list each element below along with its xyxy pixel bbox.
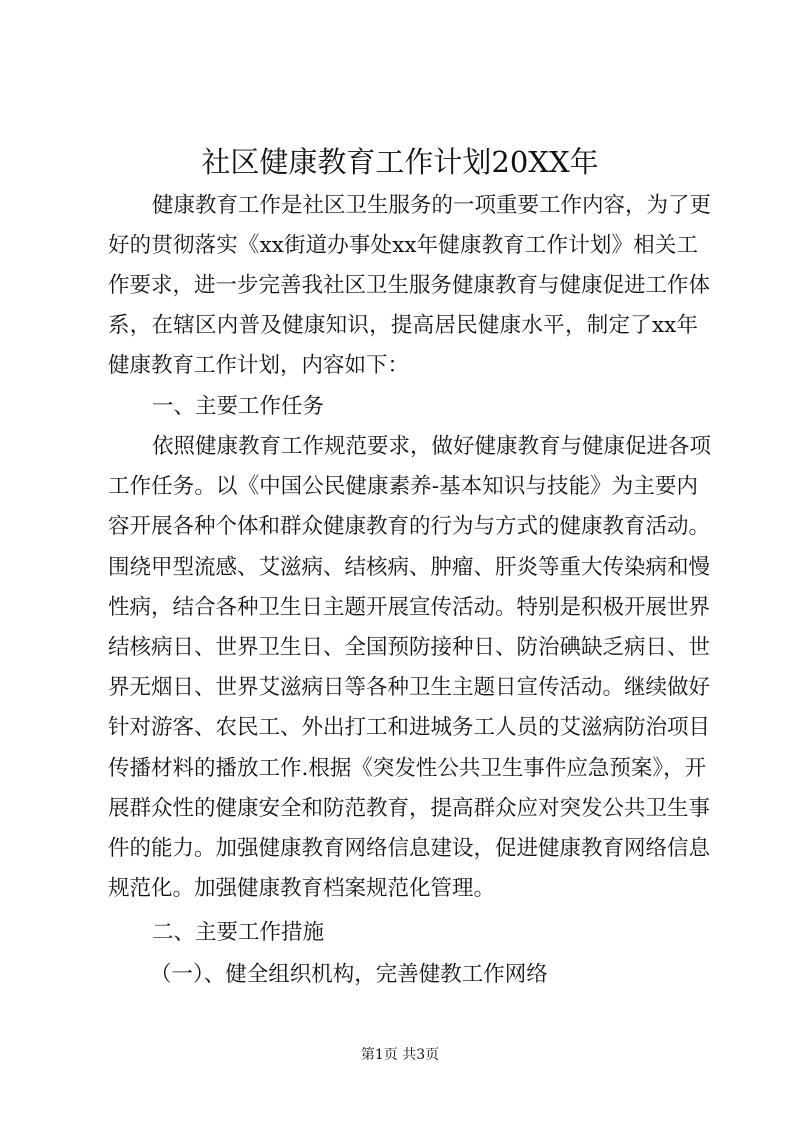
subsection-heading-1: （一）、健全组织机构，完善健教工作网络 xyxy=(150,962,548,987)
para1-line-2: 好的贯彻落实《xx街道办事处xx年健康教育工作计划》相关工 xyxy=(108,233,698,258)
para2-line-9: 传播材料的播放工作.根据《突发性公共卫生事件应急预案》，开 xyxy=(108,756,707,781)
page-number: 第1页 共3页 xyxy=(360,1047,440,1063)
para2-line-5: 性病，结合各种卫生日主题开展宣传活动。特别是积极开展世界 xyxy=(108,595,711,620)
para1-line-4: 系，在辖区内普及健康知识，提高居民健康水平，制定了xx年 xyxy=(108,313,698,338)
para2-line-8: 针对游客、农民工、外出打工和进城务工人员的艾滋病防治项目 xyxy=(108,715,711,740)
para2-line-7: 界无烟日、世界艾滋病日等各种卫生主题日宣传活动。继续做好 xyxy=(108,675,711,700)
para2-line-12: 规范化。加强健康教育档案规范化管理。 xyxy=(108,876,496,901)
para2-line-3: 容开展各种个体和群众健康教育的行为与方式的健康教育活动。 xyxy=(108,514,711,539)
para1-line-5: 健康教育工作计划，内容如下： xyxy=(108,353,410,378)
para2-line-11: 件的能力。加强健康教育网络信息建设，促进健康教育网络信息 xyxy=(108,836,711,861)
para2-line-1: 依照健康教育工作规范要求，做好健康教育与健康促进各项 xyxy=(152,434,712,459)
para2-line-2: 工作任务。以《中国公民健康素养-基本知识与技能》为主要内 xyxy=(108,474,698,499)
document-title: 社区健康教育工作计划20XX年 xyxy=(201,145,599,179)
para1-line-3: 作要求，进一步完善我社区卫生服务健康教育与健康促进工作体 xyxy=(108,273,711,298)
para2-line-4: 围绕甲型流感、艾滋病、结核病、肿瘤、肝炎等重大传染病和慢 xyxy=(108,555,711,580)
section-heading-1: 一、主要工作任务 xyxy=(152,394,325,419)
section-heading-2: 二、主要工作措施 xyxy=(152,920,325,945)
para2-line-6: 结核病日、世界卫生日、全国预防接种日、防治碘缺乏病日、世 xyxy=(108,635,711,660)
para1-line-1: 健康教育工作是社区卫生服务的一项重要工作内容，为了更 xyxy=(152,193,712,218)
para2-line-10: 展群众性的健康安全和防范教育，提高群众应对突发公共卫生事 xyxy=(108,796,711,821)
